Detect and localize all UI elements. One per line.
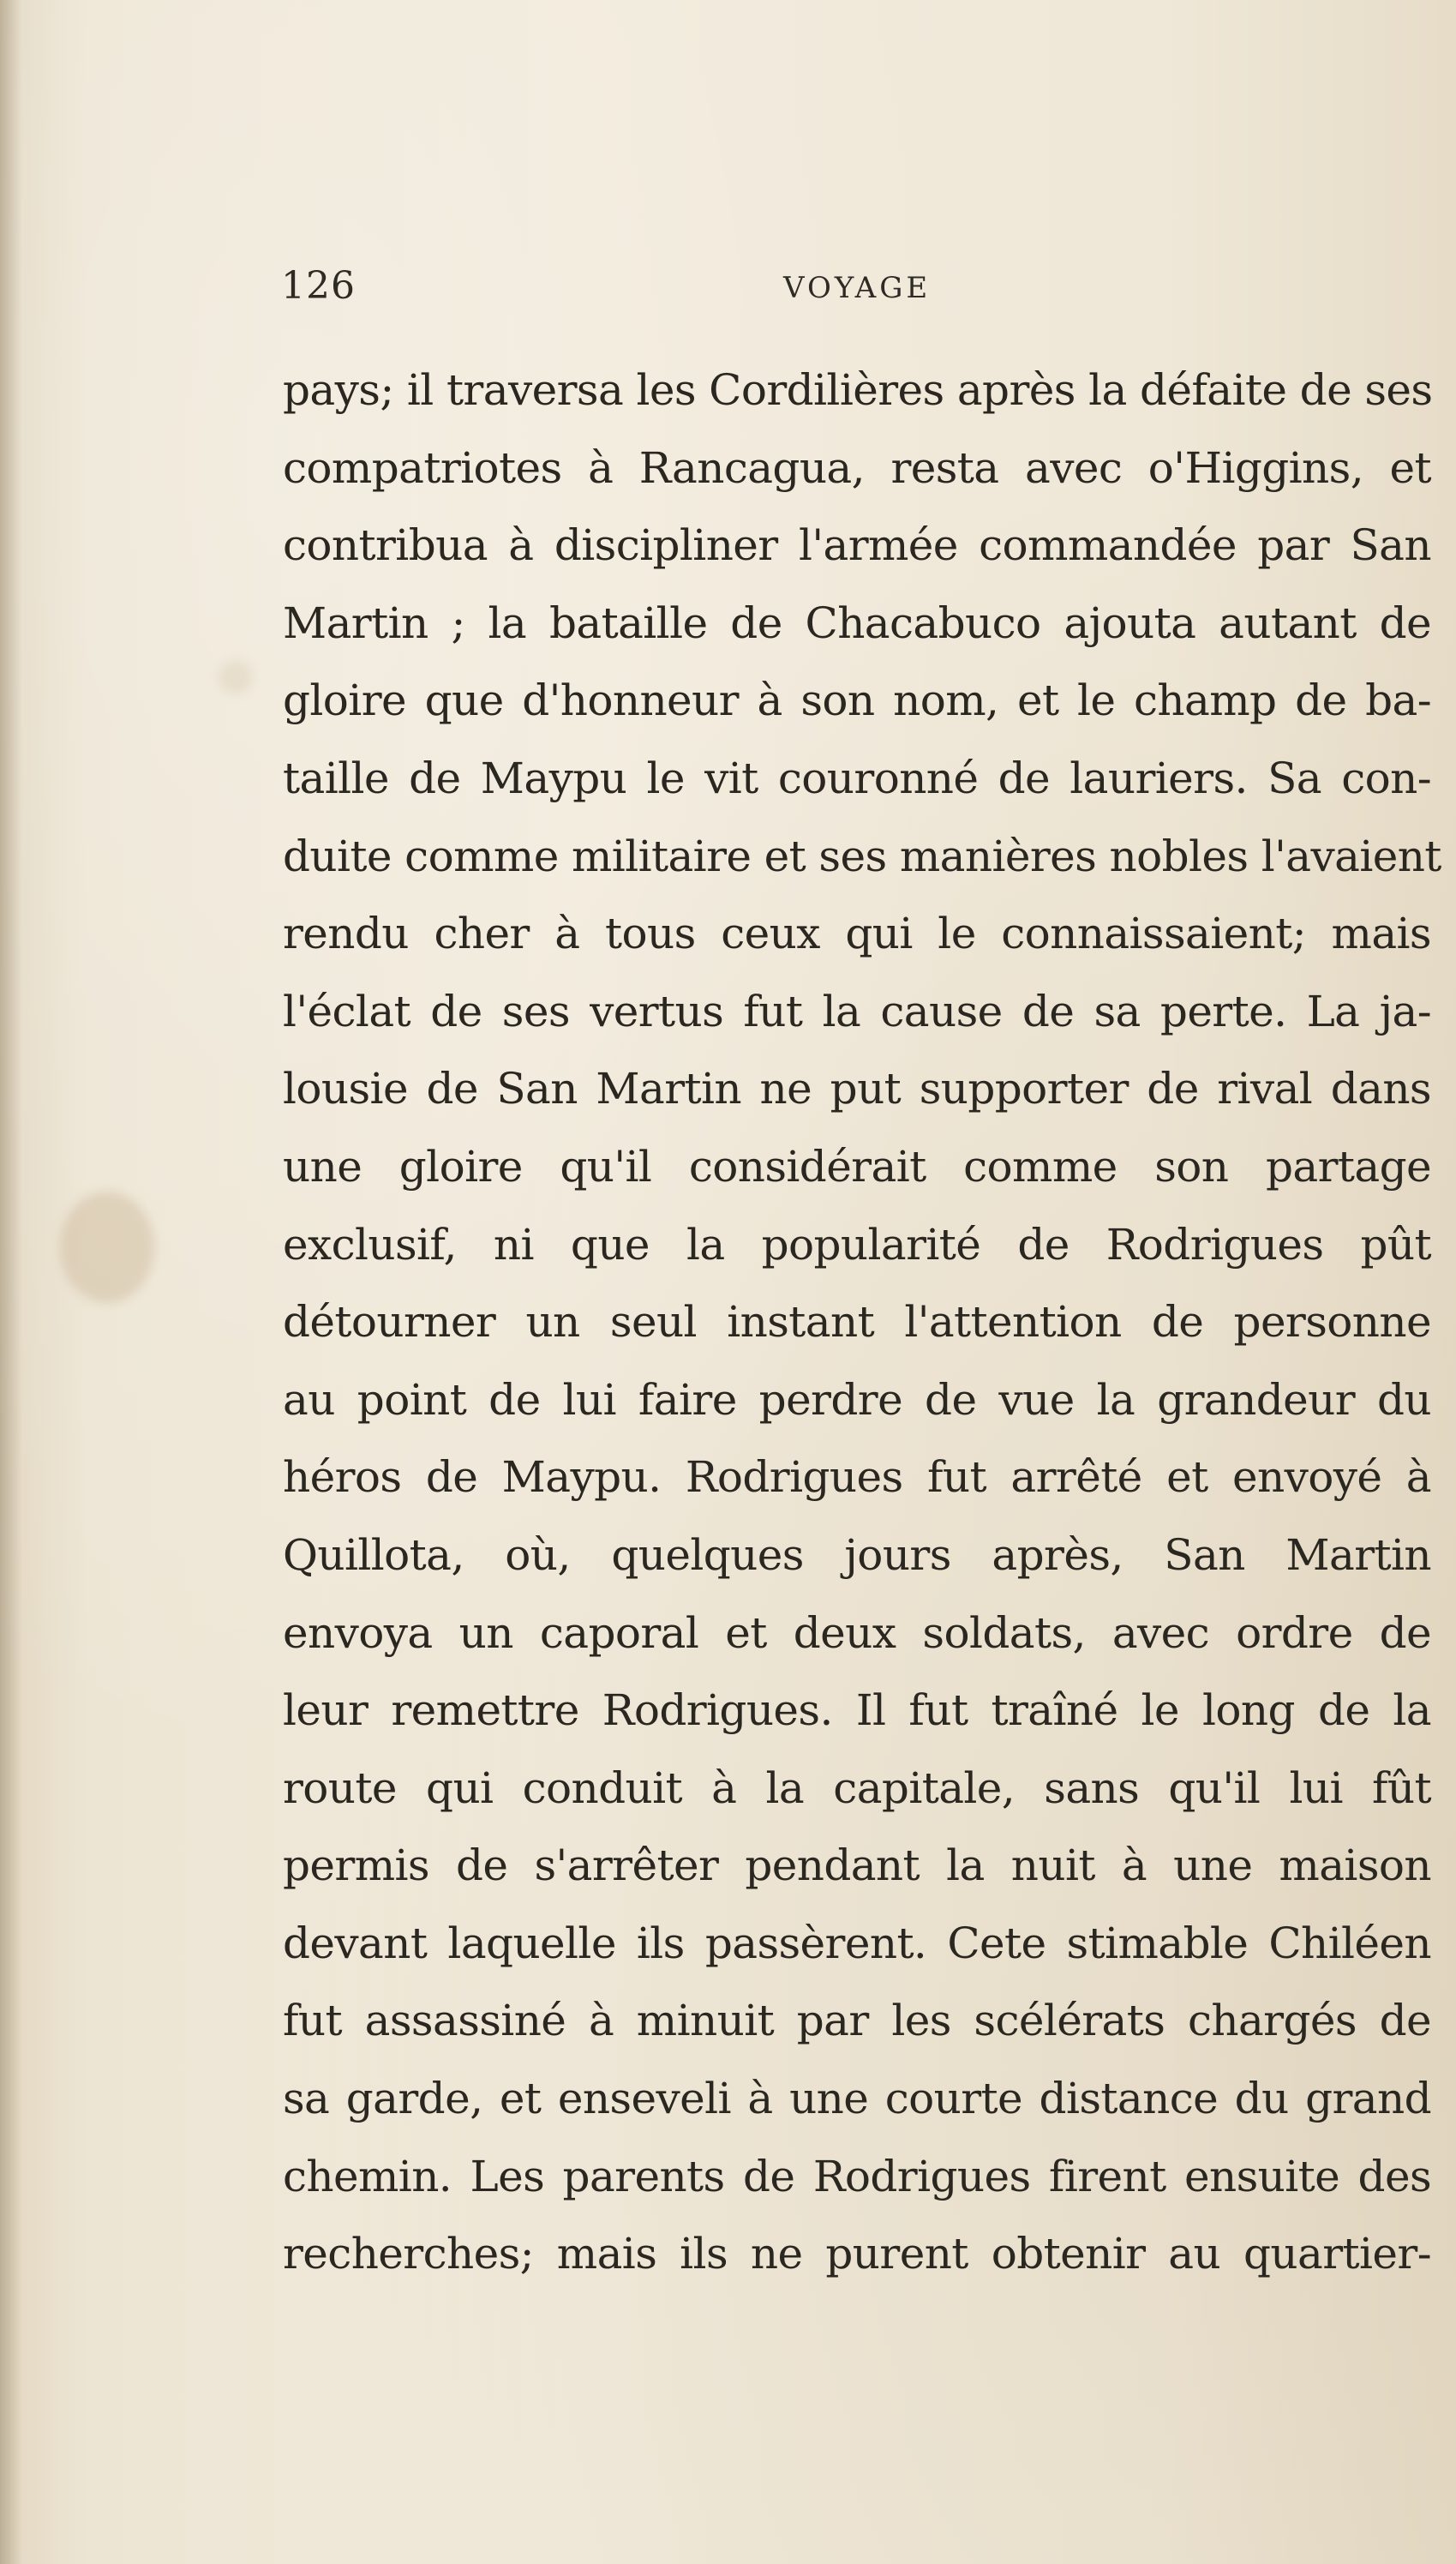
text-line: l'éclat de ses vertus fut la cause de sa perte. La ja- bbox=[283, 986, 1431, 1036]
text-line: duite comme militaire et ses manières nobles l'avaient bbox=[283, 831, 1441, 881]
text-line: fut assassiné à minuit par les scélérats chargés de bbox=[283, 1996, 1431, 2046]
text-line: au point de lui faire perdre de vue la grandeur du bbox=[283, 1374, 1431, 1425]
text-line: route qui conduit à la capitale, sans qu'il lui fût bbox=[283, 1762, 1431, 1813]
text-line: chemin. Les parents de Rodrigues firent ensuite des bbox=[283, 2151, 1431, 2201]
text-line: rendu cher à tous ceux qui le connaissaient; mais bbox=[283, 909, 1431, 959]
text-line: une gloire qu'il considérait comme son partage bbox=[283, 1141, 1431, 1192]
text-line: compatriotes à Rancagua, resta avec o'Higgins, et bbox=[283, 442, 1431, 493]
text-line: permis de s'arrêter pendant la nuit à une maison bbox=[283, 1840, 1431, 1891]
text-line: lousie de San Martin ne put supporter de rival dans bbox=[283, 1064, 1431, 1114]
text-line: recherches; mais ils ne purent obtenir au quartier- bbox=[283, 2229, 1431, 2279]
running-head bbox=[281, 264, 1429, 315]
text-line: sa garde, et enseveli à une courte distance du grand bbox=[283, 2074, 1431, 2124]
text-line: gloire que d'honneur à son nom, et le champ de ba- bbox=[283, 676, 1431, 726]
body-text bbox=[283, 351, 1441, 2293]
text-line: Martin ; la bataille de Chacabuco ajouta autant de bbox=[283, 597, 1431, 648]
page-gutter-shadow bbox=[0, 0, 22, 2564]
text-line: exclusif, ni que la popularité de Rodrigues pût bbox=[283, 1219, 1431, 1270]
text-line: envoya un caporal et deux soldats, avec ordre de bbox=[283, 1607, 1431, 1658]
running-title: VOYAGE bbox=[783, 271, 932, 305]
text-line: leur remettre Rodrigues. Il fut traîné le long de la bbox=[283, 1685, 1431, 1736]
text-line: contribua à discipliner l'armée commandée par San bbox=[283, 520, 1431, 571]
text-line: pays; il traversa les Cordilières après la défaite de ses bbox=[283, 365, 1433, 415]
text-line: héros de Maypu. Rodrigues fut arrêté et envoyé à bbox=[283, 1452, 1431, 1503]
foxing-stain bbox=[219, 660, 253, 694]
text-line: Quillota, où, quelques jours après, San Martin bbox=[283, 1529, 1431, 1580]
text-line: devant laquelle ils passèrent. Cete stimable Chiléen bbox=[283, 1918, 1431, 1968]
text-line: taille de Maypu le vit couronné de lauriers. Sa con- bbox=[283, 753, 1431, 803]
text-line: détourner un seul instant l'attention de personne bbox=[283, 1297, 1431, 1348]
page-number: 126 bbox=[281, 264, 356, 308]
foxing-stain bbox=[60, 1192, 154, 1303]
